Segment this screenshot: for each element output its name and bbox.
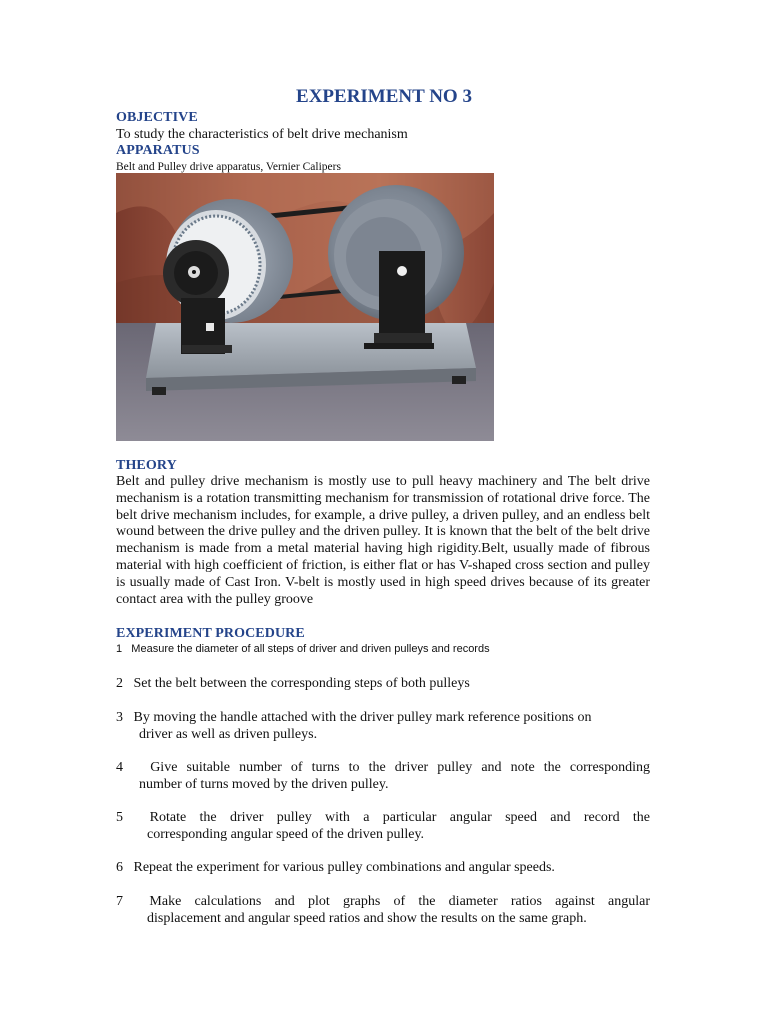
step-text: Repeat the experiment for various pulley combinations and angular speeds. [133, 860, 555, 875]
step-text-line: By moving the handle attached with the driver pulley mark reference positions on [133, 710, 592, 725]
procedure-step [116, 893, 650, 927]
step-number: 4 [116, 760, 123, 775]
objective-heading: OBJECTIVE [116, 110, 198, 125]
apparatus-heading: APPARATUS [116, 143, 200, 158]
step-text-line: Rotate the driver pulley with a particular angular speed and record the [149, 810, 650, 825]
step-number: 1 [116, 643, 123, 655]
theory-text: Belt and pulley drive mechanism is mostly use to pull heavy machinery and The belt drive mechanism is a rotation transmitting mechanism for transmission of rotational drive force. The belt drive mechanism includes, for example, a drive pulley, a driven pulley, and an endless belt wound between the drive pulley and the driven pulley. It is known that the belt of the belt drive mechanism is made from a metal material having high rigidity.Belt, usually made of fibrous material with high coefficient of friction, is either flat or has V-shaped cross section and pulley is usually made of Cast Iron. V-belt is mostly used in high speed drives because of its greater contact area with the pulley groove [116, 474, 650, 607]
objective-text: To study the characteristics of belt drive mechanism [116, 127, 408, 142]
step-number: 2 [116, 676, 123, 691]
step-text-line: number of turns moved by the driven pulley. [139, 777, 389, 792]
procedure-step [116, 859, 650, 876]
procedure-step [116, 675, 650, 692]
step-number: 3 [116, 710, 123, 725]
apparatus-photo [116, 173, 494, 441]
procedure-step [116, 759, 650, 793]
step-number: 5 [116, 810, 123, 825]
step-text: Measure the diameter of all steps of driver and driven pulleys and records [131, 643, 490, 655]
apparatus-text: Belt and Pulley drive apparatus, Vernier Calipers [116, 161, 341, 173]
step-text-line: corresponding angular speed of the driven pulley. [147, 827, 425, 842]
procedure-step [116, 643, 490, 655]
step-number: 6 [116, 860, 123, 875]
theory-heading: THEORY [116, 458, 177, 473]
step-text-line: driver as well as driven pulleys. [139, 727, 318, 742]
belt-pulley-apparatus-image [116, 173, 494, 441]
procedure-heading: EXPERIMENT PROCEDURE [116, 626, 305, 641]
step-text-line: Give suitable number of turns to the driver pulley and note the corresponding [150, 760, 650, 775]
step-text-line: Make calculations and plot graphs of the diameter ratios against angular [149, 894, 650, 909]
page-title: EXPERIMENT NO 3 [296, 86, 472, 107]
step-text-line: displacement and angular speed ratios and show the results on the same graph. [147, 911, 587, 926]
step-number: 7 [116, 894, 123, 909]
procedure-step [116, 709, 650, 743]
step-text: Set the belt between the corresponding steps of both pulleys [133, 676, 470, 691]
procedure-step [116, 809, 650, 843]
